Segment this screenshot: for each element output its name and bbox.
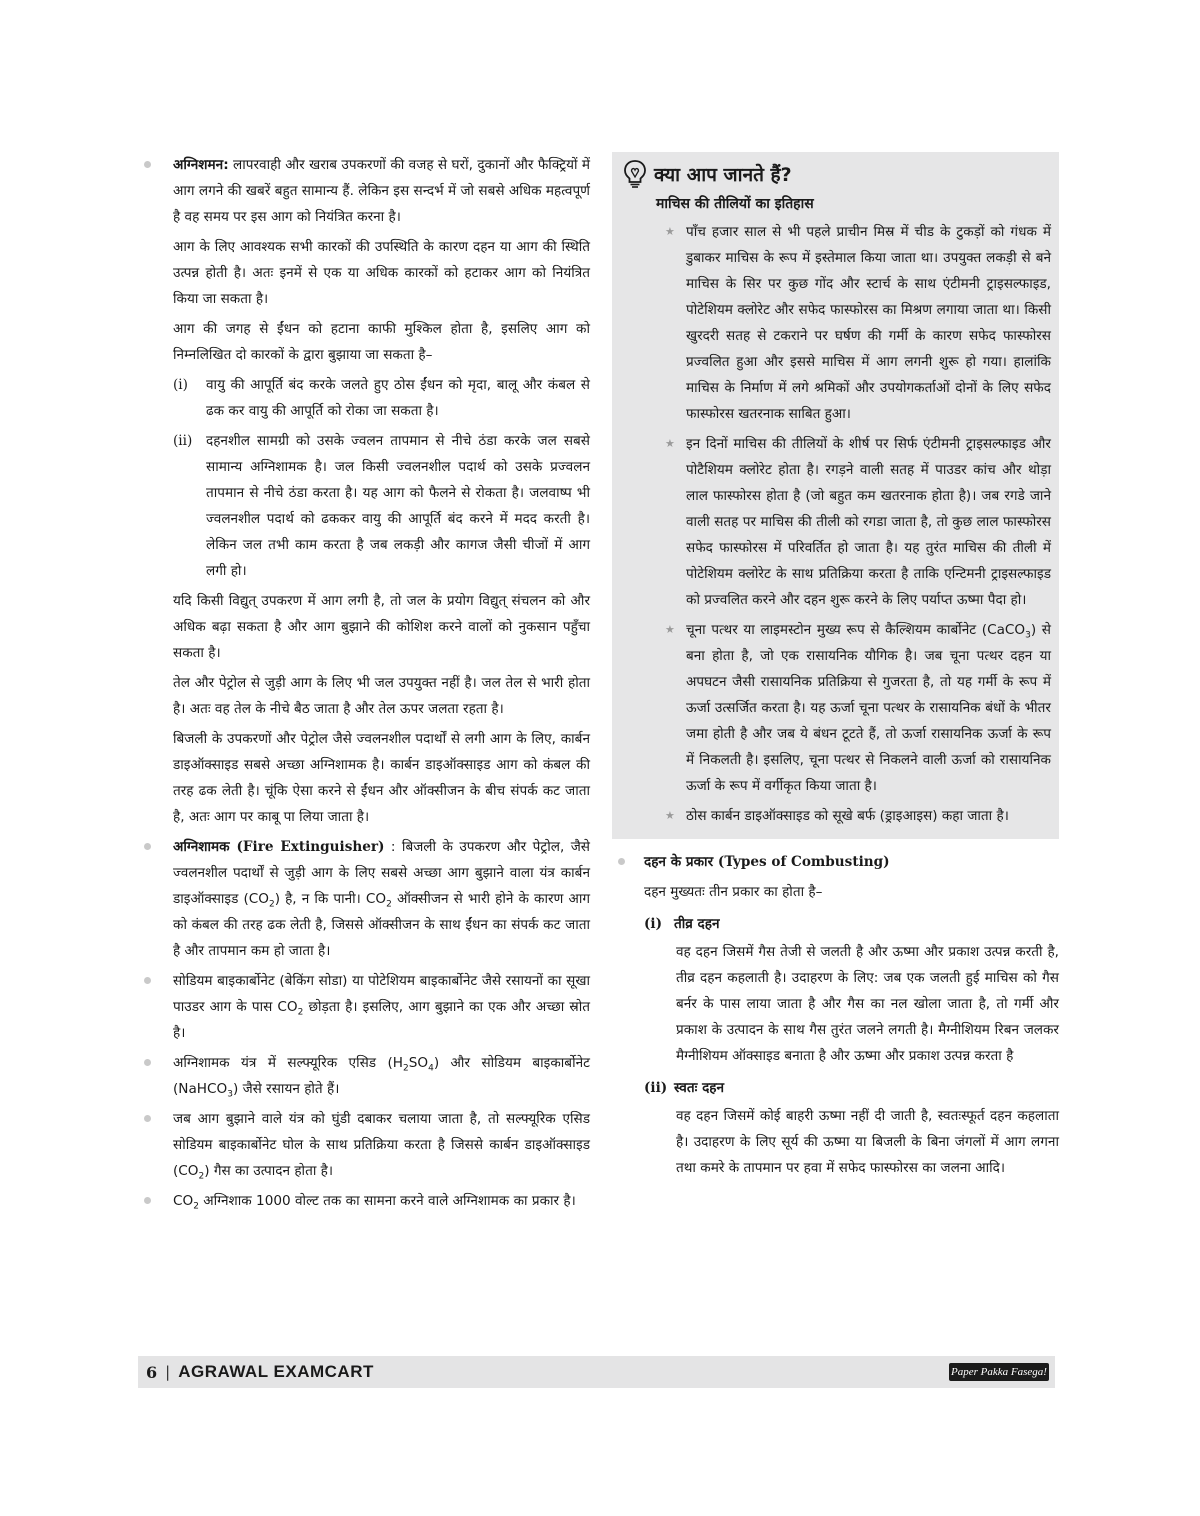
page-number: 6 <box>146 1362 158 1382</box>
bullet-text: ) गैस का उत्पादन होता है। <box>204 1163 334 1179</box>
types-of-combustion-section <box>612 849 1059 1181</box>
brand-logo <box>178 1362 374 1382</box>
subscript: 2 <box>403 1063 409 1074</box>
box-item-text: ) से बना होता है, जो एक रासायनिक यौगिक है। जब चूना पत्थर दहन या अपघटन जैसी रासायनिक प्रतिक्रिया से गुजरता है, तो यह गर्मी के रूप में ऊर्जा उत्सर्जित करता है। यह ऊर्जा चूना पत्थर के रासायनिक बंधों के भीतर जमा होती है और जब ये बंधन टूटते हैं, तो ऊर्जा रासायनिक ऊर्जा के रूप में निकलती है। इसलिए, चूना पत्थर से निकलने वाली ऊर्जा को रासायनिक ऊर्जा के रूप में वर्गीकृत किया जाता है। <box>686 622 1051 794</box>
subheading-title: स्वतः दहन <box>674 1080 725 1096</box>
paragraph-text: यदि किसी विद्युत् उपकरण में आग लगी है, तो जल के प्रयोग विद्युत् संचलन को और अधिक बढ़ा सकता है और आग बुझाने की कोशिश करने वालों को नुकसान पहुँचा सकता है। <box>173 593 590 661</box>
right-column <box>612 152 1059 1185</box>
subscript: 2 <box>386 899 392 910</box>
box-subtitle: माचिस की तीलियों का इतिहास <box>656 196 814 212</box>
subscript: 2 <box>297 1007 304 1018</box>
paragraph-text: वह दहन जिसमें गैस तेजी से जलती है और ऊष्मा और प्रकाश उत्पन्न करती है, तीव्र दहन कहलाती है। उदाहरण के लिए: जब एक जलती हुई माचिस को गैस बर्नर के पास लाया जाता है और गैस का नल खोला जाता है, तो गर्मी और प्रकाश के उत्पादन के साथ गैस तुरंत जलने लगती है। मैग्नीशियम रिबन जलकर मैग्नीशियम ऑक्साइड बनाता है और ऊष्मा और प्रकाश उत्पन्न करता है <box>676 944 1059 1064</box>
bullet-dot <box>144 843 151 850</box>
footer-separator: | <box>165 1363 171 1381</box>
bullet-dot <box>144 161 151 168</box>
paragraph-text: आग की जगह से ईंधन को हटाना काफी मुश्किल होता है, इसलिए आग को निम्नलिखित दो कारकों के द्वारा बुझाया जा सकता है– <box>173 321 590 363</box>
paragraph-text: बिजली के उपकरणों और पेट्रोल जैसे ज्वलनशील पदार्थों से लगी आग के लिए, कार्बन डाइऑक्साइड सबसे अच्छा अग्निशामक है। कार्बन डाइऑक्साइड आग को कंबल की तरह ढक लेती है। चूंकि ऐसा करने से ईंधन और ऑक्सीजन के बीच संपर्क कट जाता है, अतः आग पर काबू पा लिया जाता है। <box>173 731 590 825</box>
heading-text: दहन के प्रकार <box>644 854 714 870</box>
bullet-dot <box>618 858 625 865</box>
subscript: 2 <box>268 899 275 910</box>
subheading-title: तीव्र दहन <box>674 916 720 932</box>
paragraph <box>140 670 590 722</box>
paragraph-text: दहन मुख्यतः तीन प्रकार का होता है– <box>644 884 823 900</box>
bullet-text: ) जैसे रसायन होते हैं। <box>232 1081 340 1097</box>
subheading-number: (ii) <box>644 1080 668 1096</box>
brand-text: E <box>273 1362 286 1381</box>
bullet-fire-extinguisher <box>140 834 590 964</box>
bullet-text: अग्निशामक यंत्र में सल्फ्यूरिक एसिड (H <box>173 1055 404 1071</box>
bullet-label-en: (Fire Extinguisher) <box>229 839 385 855</box>
box-header <box>622 156 1051 192</box>
bullet-text: छोड़ता है। इसलिए, आग बुझाने का एक और अच्छा स्रोत है। <box>173 999 590 1041</box>
box-item <box>622 617 1051 799</box>
subscript: 3 <box>1025 630 1031 641</box>
bullet-text: अग्निशाक 1000 वोल्ट तक का सामना करने वाले अग्निशामक का प्रकार है। <box>198 1193 576 1209</box>
bullet-text: ) और सोडियम बाइकार्बोनेट (NaHCO <box>173 1055 590 1097</box>
subscript: 4 <box>428 1063 434 1074</box>
item-number: (ii) <box>173 433 193 449</box>
star-icon: ★ <box>665 623 675 636</box>
bullet-text: ) है, न कि पानी। CO <box>274 891 387 907</box>
paragraph-text: आग के लिए आवश्यक सभी कारकों की उपस्थिति के कारण दहन या आग की स्थिति उत्पन्न होती है। अतः इनमें से एक या अधिक कारकों को हटाकर आग को नियंत्रित किया जा सकता है। <box>173 239 590 307</box>
left-column <box>140 152 590 1218</box>
section-heading <box>612 849 1059 875</box>
subscript: 3 <box>227 1089 233 1100</box>
paragraph <box>140 234 590 312</box>
bullet-text: : बिजली के उपकरण और पेट्रोल, जैसे ज्वलनशील पदार्थों से जुड़ी आग के लिए सबसे अच्छा आग बुझाने वाला यंत्र कार्बन डाइऑक्साइड (CO <box>173 839 590 907</box>
paragraph-text: वह दहन जिसमें कोई बाहरी ऊष्मा नहीं दी जाती है, स्वतःस्फूर्त दहन कहलाता है। उदाहरण के लिए सूर्य की ऊष्मा या बिजली के बिना जंगलों में आग लगना तथा कमरे के तापमान पर हवा में सफेद फास्फोरस का जलना आदि। <box>676 1108 1059 1176</box>
brand-text: AGRAWAL <box>178 1362 274 1381</box>
bullet-label: अग्निशामक <box>173 839 230 855</box>
paragraph <box>140 316 590 368</box>
subsection-text <box>612 939 1059 1069</box>
bullet-knob-operation <box>140 1106 590 1184</box>
bullet-text: जब आग बुझाने वाले यंत्र को घुंडी दबाकर चलाया जाता है, तो सल्फ्यूरिक एसिड सोडियम बाइकार्बोनेट घोल के साथ प्रतिक्रिया करता है जिससे कार्बन डाइऑक्साइड (CO <box>173 1111 590 1179</box>
box-item <box>622 219 1051 427</box>
tagline-badge: Paper Pakka Fasega! <box>949 1363 1049 1381</box>
numbered-item-ii <box>140 428 590 584</box>
bullet-text: सोडियम बाइकार्बोनेट (बेकिंग सोडा) या पोटेशियम बाइकार्बोनेट जैसे रसायनों का सूखा पाउडर आग के पास CO <box>173 973 590 1015</box>
subscript: 2 <box>193 1201 199 1212</box>
box-item-text: ठोस कार्बन डाइऑक्साइड को सूखे बर्फ (ड्राइआइस) कहा जाता है। <box>686 808 1009 824</box>
heading-text-en: (Types of Combusting) <box>713 854 890 870</box>
item-number: (i) <box>173 377 188 393</box>
bullet-dot <box>144 1115 151 1122</box>
paragraph <box>140 726 590 830</box>
subheading-number: (i) <box>644 916 663 932</box>
star-icon: ★ <box>665 437 675 450</box>
subheading-spontaneous <box>612 1073 1059 1103</box>
brand-text: XAMCART <box>285 1362 374 1381</box>
box-item-text: इन दिनों माचिस की तीलियों के शीर्ष पर सिर्फ एंटीमनी ट्राइसल्फाइड और पोटैशियम क्लोरेट होता है। रगड़ने वाली सतह में पाउडर कांच और थोड़ा लाल फास्फोरस होता है (जो बहुत कम खतरनाक होता है)। जब रगडे जाने वाली सतह पर माचिस की तीली को रगडा जाता है, तो कुछ लाल फास्फोरस सफेद फास्फोरस में परिवर्तित हो जाता है। यह तुरंत माचिस की तीली में पोटेशियम क्लोरेट के साथ प्रतिक्रिया करता है ताकि एन्टिमनी ट्राइसल्फाइड को प्रज्वलित करने और दहन शुरू करने के लिए पर्याप्त ऊष्मा पैदा हो। <box>686 436 1051 608</box>
bullet-text: ऑक्सीजन से भारी होने के कारण आग को कंबल की तरह ढक लेती है, जिससे ऑक्सीजन के साथ ईंधन का संपर्क कट जाता है और तापमान कम हो जाता है। <box>173 891 590 959</box>
subscript: 2 <box>198 1171 205 1182</box>
bullet-extinguisher-chemicals <box>140 1050 590 1102</box>
bullet-dot <box>144 1059 151 1066</box>
star-icon: ★ <box>665 225 675 238</box>
paragraph <box>140 588 590 666</box>
bullet-label: अग्निशमन: <box>173 157 229 173</box>
paragraph-text: तेल और पेट्रोल से जुड़ी आग के लिए भी जल उपयुक्त नहीं है। जल तेल से भारी होता है। अतः वह तेल के नीचे बैठ जाता है और तेल ऊपर जलता रहता है। <box>173 675 590 717</box>
subsection-text <box>612 1103 1059 1181</box>
bullet-dot <box>144 977 151 984</box>
numbered-item-i <box>140 372 590 424</box>
item-text: वायु की आपूर्ति बंद करके जलते हुए ठोस ईंधन को मृदा, बालू और कंबल से ढक कर वायु की आपूर्ति को रोका जा सकता है। <box>206 377 590 419</box>
paragraph <box>612 879 1059 905</box>
bullet-baking-soda <box>140 968 590 1046</box>
lightbulb-icon <box>622 159 648 189</box>
bullet-text: CO <box>173 1193 194 1209</box>
box-item-text: चूना पत्थर या लाइमस्टोन मुख्य रूप से कैल्शियम कार्बोनेट (CaCO <box>686 622 1026 638</box>
bullet-dot <box>144 1197 151 1204</box>
item-text: दहनशील सामग्री को उसके ज्वलन तापमान से नीचे ठंडा करके जल सबसे सामान्य अग्निशामक है। जल किसी ज्वलनशील पदार्थ को उसके प्रज्वलन तापमान से नीचे ठंडा करता है। यह आग को फैलने से रोकता है। जलवाष्प भी ज्वलनशील पदार्थ को ढककर वायु की आपूर्ति बंद करने में मदद करती है। लेकिन जल तभी काम करता है जब लकड़ी और कागज जैसी चीजों में आग लगी हो। <box>206 433 590 579</box>
bullet-text: SO <box>408 1055 429 1071</box>
page-footer <box>138 1356 1055 1388</box>
box-item <box>622 431 1051 613</box>
bullet-text: लापरवाही और खराब उपकरणों की वजह से घरों, दुकानों और फैक्ट्रियों में आग लगने की खबरें बहुत सामान्य हैं. लेकिन इस सन्दर्भ में जो सबसे अधिक महत्वपूर्ण है वह समय पर इस आग को नियंत्रित करना है। <box>173 157 590 225</box>
bullet-fire-fighting <box>140 152 590 230</box>
subheading-rapid <box>612 909 1059 939</box>
box-title: क्या आप जानते हैं? <box>654 164 792 186</box>
bullet-co2-voltage <box>140 1188 590 1214</box>
star-icon: ★ <box>665 809 675 822</box>
box-item <box>622 803 1051 829</box>
did-you-know-box <box>612 152 1059 839</box>
box-item-text: पाँच हजार साल से भी पहले प्राचीन मिस्र में चीड के टुकड़ों को गंधक में डुबाकर माचिस के रूप में इस्तेमाल किया जाता था। उपयुक्त लकड़ी से बने माचिस के सिर पर कुछ गोंद और स्टार्च के साथ एंटीमनी ट्राइसल्फाइड, पोटेशियम क्लोरेट और सफेद फास्फोरस का मिश्रण लगाया जाता था। किसी खुरदरी सतह से टकराने पर घर्षण की गर्मी के कारण सफेद फास्फोरस प्रज्वलित हुआ और इससे माचिस में आग लगनी शुरू हो गया। हालांकि माचिस के निर्माण में लगे श्रमिकों और उपयोगकर्ताओं दोनों के लिए सफेद फास्फोरस खतरनाक साबित हुआ। <box>686 224 1051 422</box>
